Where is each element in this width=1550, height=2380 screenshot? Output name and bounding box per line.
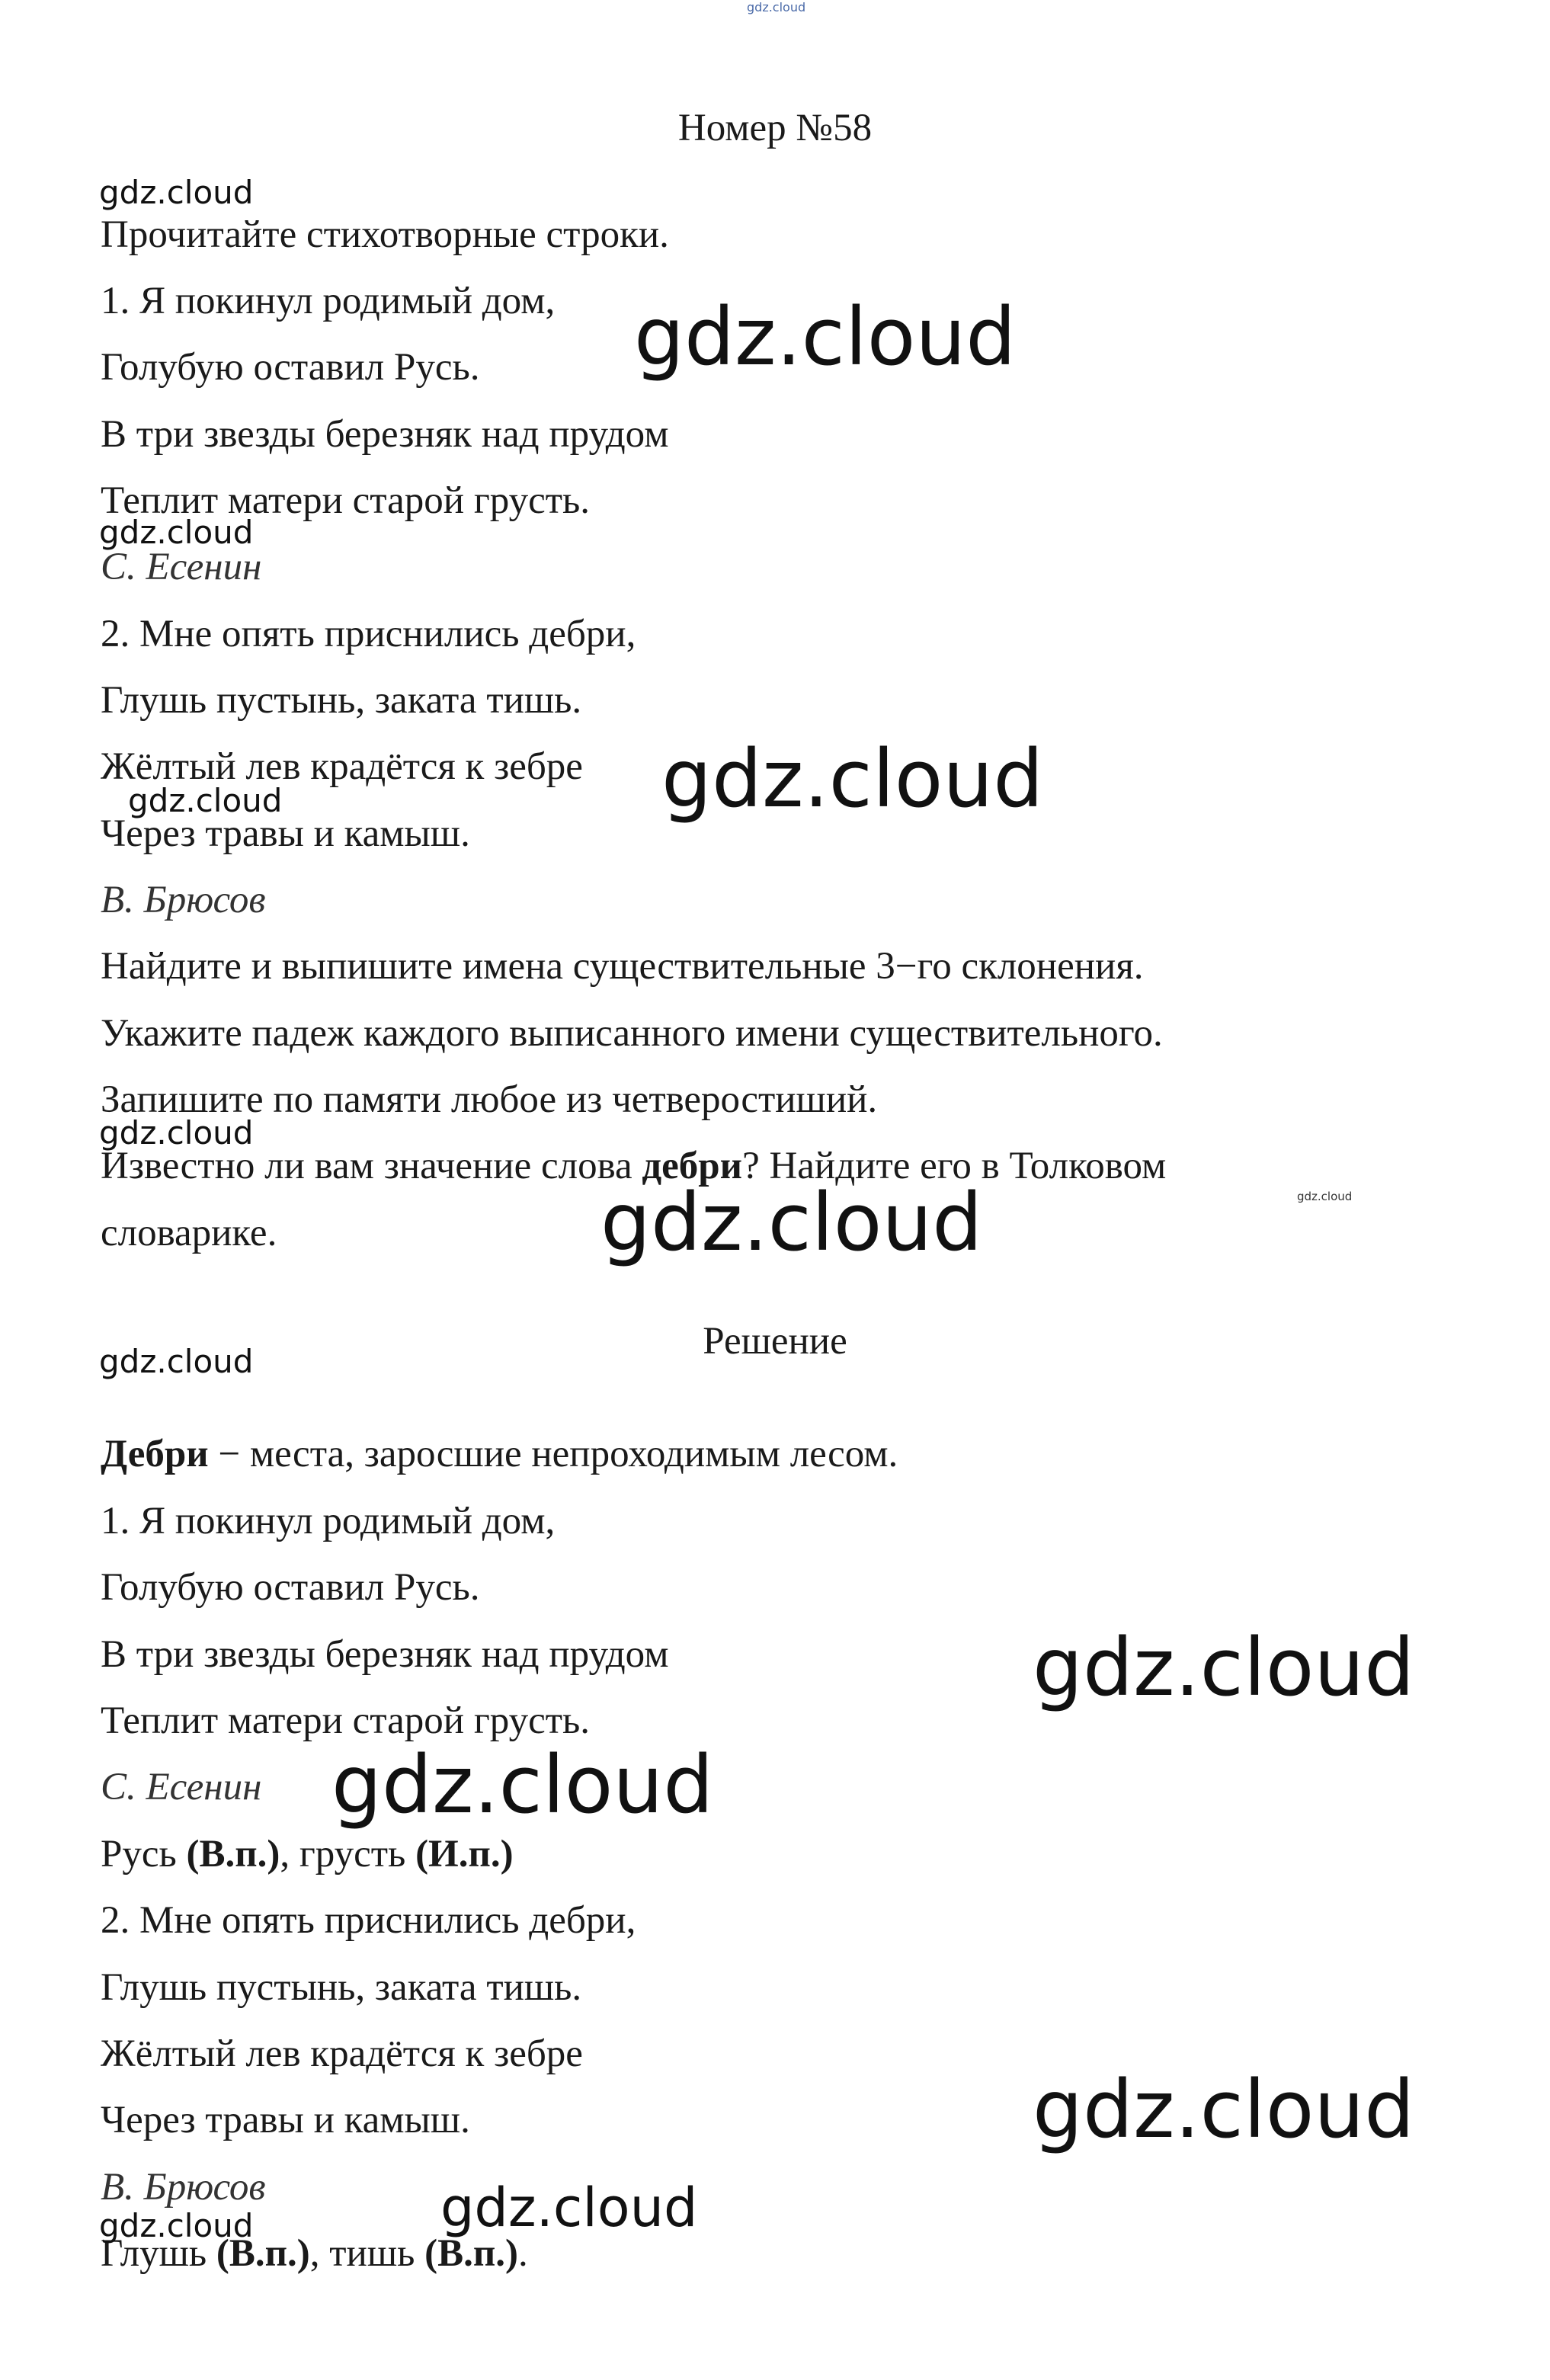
answer-1: Русь (В.п.), грусть (И.п.) — [101, 1833, 514, 1875]
watermark: gdz.cloud — [99, 1114, 254, 1152]
solution-poem1-author: С. Есенин — [101, 1766, 262, 1808]
definition: Дебри − места, заросшие непроходимым лесом. — [101, 1433, 898, 1475]
solution-poem2-line-4: Через травы и камыш. — [101, 2099, 470, 2141]
poem1-line-4: Теплит матери старой грусть. — [101, 479, 591, 522]
question-2: Укажите падеж каждого выписанного имени существительного. — [101, 1012, 1163, 1055]
poem2-line-1: 2. Мне опять приснились дебри, — [101, 613, 636, 655]
answer-2: Глушь (В.п.), тишь (В.п.). — [101, 2232, 528, 2275]
keyword-debri: дебри — [642, 1145, 743, 1187]
page-title: Номер №58 — [677, 107, 873, 149]
solution-poem2-line-1: 2. Мне опять приснились дебри, — [101, 1899, 636, 1942]
poem1-author: С. Есенин — [101, 546, 262, 588]
watermark: gdz.cloud — [1033, 1621, 1415, 1714]
watermark: gdz.cloud — [440, 2177, 698, 2239]
watermark: gdz.cloud — [634, 290, 1017, 383]
solution-heading: Решение — [703, 1320, 847, 1363]
poem2-line-3: Жёлтый лев крадётся к зебре — [101, 745, 583, 788]
question-1: Найдите и выпишите имена существительные 3−го склонения. — [101, 945, 1144, 988]
poem2-line-2: Глушь пустынь, заката тишь. — [101, 679, 582, 722]
solution-poem1-line-2: Голубую оставил Русь. — [101, 1566, 480, 1609]
watermark: gdz.cloud — [747, 0, 806, 14]
watermark: gdz.cloud — [1033, 2063, 1415, 2156]
watermark: gdz.cloud — [661, 732, 1044, 825]
watermark: gdz.cloud — [99, 2207, 254, 2244]
watermark: gdz.cloud — [99, 1343, 254, 1380]
question-3: Запишите по памяти любое из четверостиший. — [101, 1078, 878, 1121]
poem1-line-1: 1. Я покинул родимый дом, — [101, 280, 556, 322]
question-4-end: словарике. — [101, 1212, 277, 1254]
solution-poem1-line-1: 1. Я покинул родимый дом, — [101, 1500, 556, 1542]
poem2-author: В. Брюсов — [101, 879, 266, 921]
solution-poem2-line-2: Глушь пустынь, заката тишь. — [101, 1966, 582, 2009]
poem1-line-3: В три звезды березняк над прудом — [101, 413, 669, 456]
poem2-line-4: Через травы и камыш. — [101, 812, 470, 855]
watermark: gdz.cloud — [1297, 1190, 1353, 1203]
watermark: gdz.cloud — [99, 514, 254, 551]
watermark: gdz.cloud — [331, 1738, 714, 1831]
solution-poem2-line-3: Жёлтый лев крадётся к зебре — [101, 2032, 583, 2075]
watermark: gdz.cloud — [128, 782, 283, 819]
watermark: gdz.cloud — [600, 1176, 983, 1269]
watermark: gdz.cloud — [99, 174, 254, 211]
solution-poem1-line-4: Теплит матери старой грусть. — [101, 1699, 591, 1742]
poem1-line-2: Голубую оставил Русь. — [101, 346, 480, 389]
solution-poem1-line-3: В три звезды березняк над прудом — [101, 1633, 669, 1676]
task-intro: Прочитайте стихотворные строки. — [101, 213, 669, 256]
solution-poem2-author: В. Брюсов — [101, 2166, 266, 2209]
question-4: Известно ли вам значение слова дебри? Найдите его в Толковом — [101, 1145, 1167, 1187]
